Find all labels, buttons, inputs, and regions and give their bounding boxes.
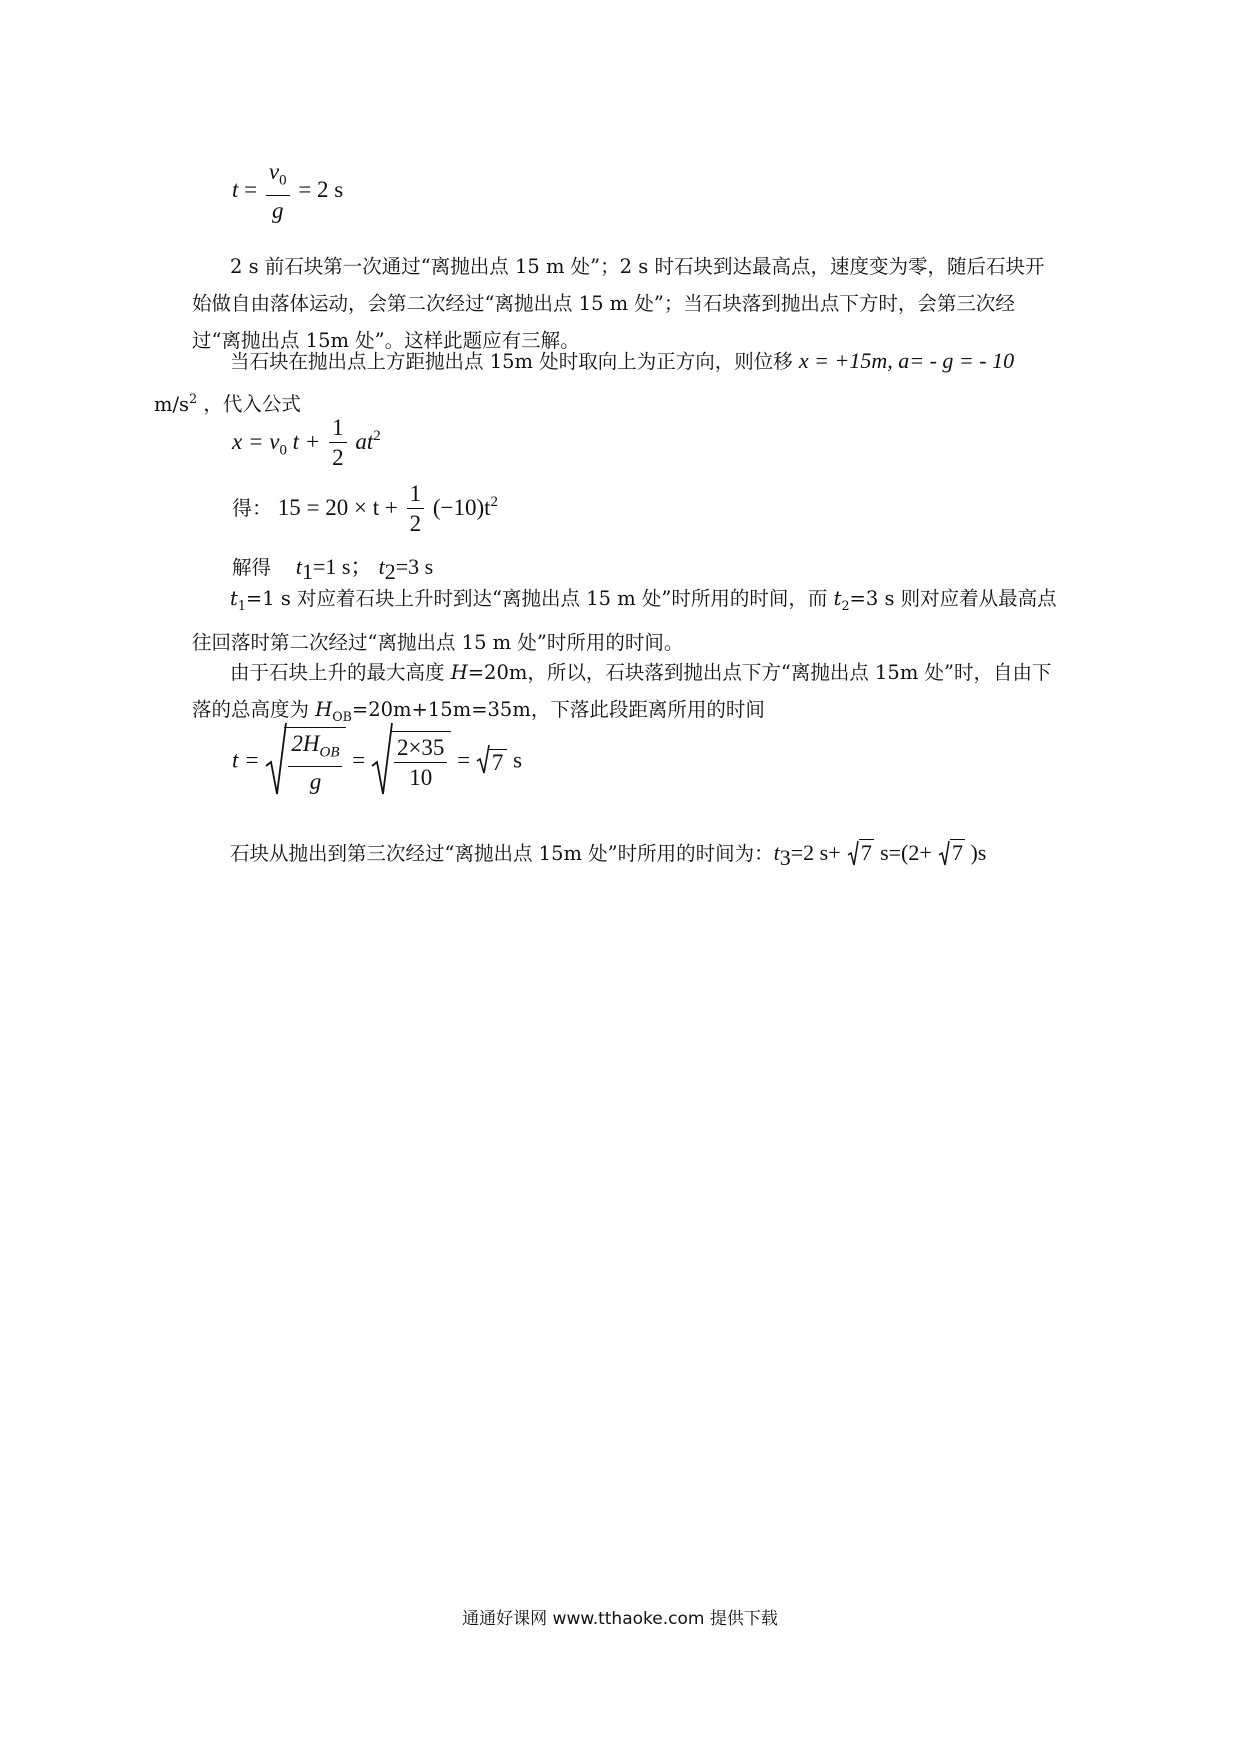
equation-fall-time-sqrt: t = $\frac{2H_{OB}}{g}$ = $\frac{2\times 35}{10}$ = 7 s	[232, 722, 522, 802]
sqrt-icon	[938, 840, 950, 871]
paragraph-meaning-of-times: $t_1=1$ s 对应着石块上升时到达“离抛出点 15 m 处”时所用的时间，而 $t_2=3$ s 则对应着从最高点往回落时第二次经过“离抛出点 15 m 处”时所用的时间。	[192, 587, 1057, 654]
equation-time-to-top: t = $\frac{v_0}{g}$ = 2 s	[232, 158, 343, 226]
fraction-one-half: $\frac{1}{2}$	[329, 414, 347, 473]
paragraph-three-solutions: 2 s 前石块第一次通过“离抛出点 15 m 处”；2 s 时石块到达最高点，速度变为零，随后石块开始做自由落体运动，会第二次经过“离抛出点 15 m 处”；当石块落到抛出点下方时，会第三次经过“离抛出点 15m 处”。这样此题应有三解。	[192, 255, 1045, 352]
sqrt-icon	[847, 840, 859, 871]
fraction-one-half-2: $\frac{1}{2}$	[407, 480, 425, 539]
solution-line: 解得 $t_1=1$ s； $t_2=3$ s	[232, 554, 434, 584]
equation-displacement-formula: $x = v_0$ t + $\frac{1}{2}$ $at^2$	[232, 414, 381, 473]
fraction-v0-over-g: $\frac{v_0}{g}$	[266, 158, 290, 226]
paragraph-third-pass-time: 石块从抛出到第三次经过“离抛出点 15m 处”时所用的时间为：$t_3=2$ s+ 7 s=(2+ 7 )s	[230, 840, 987, 870]
paragraph-free-fall-height: 由于石块上升的最大高度 H=20m，所以，石块落到抛出点下方“离抛出点 15m 处”时，自由下落的总高度为 $H_{OB}=20m+15m=35m$，下落此段距离所用的时间	[192, 661, 1052, 724]
equation-substituted: 得： 15 = 20 × t + $\frac{1}{2}$ $(-10)t^2$	[232, 480, 498, 539]
page-footer: 通通好课网 www.tthaoke.com 提供下载	[462, 1609, 778, 1629]
paragraph-upward-case: 当石块在抛出点上方距抛出点 15m 处时取向上为正方向，则位移 x = +15m, a= - g = - 10 $m/s^2$ ，代入公式	[154, 348, 1015, 416]
